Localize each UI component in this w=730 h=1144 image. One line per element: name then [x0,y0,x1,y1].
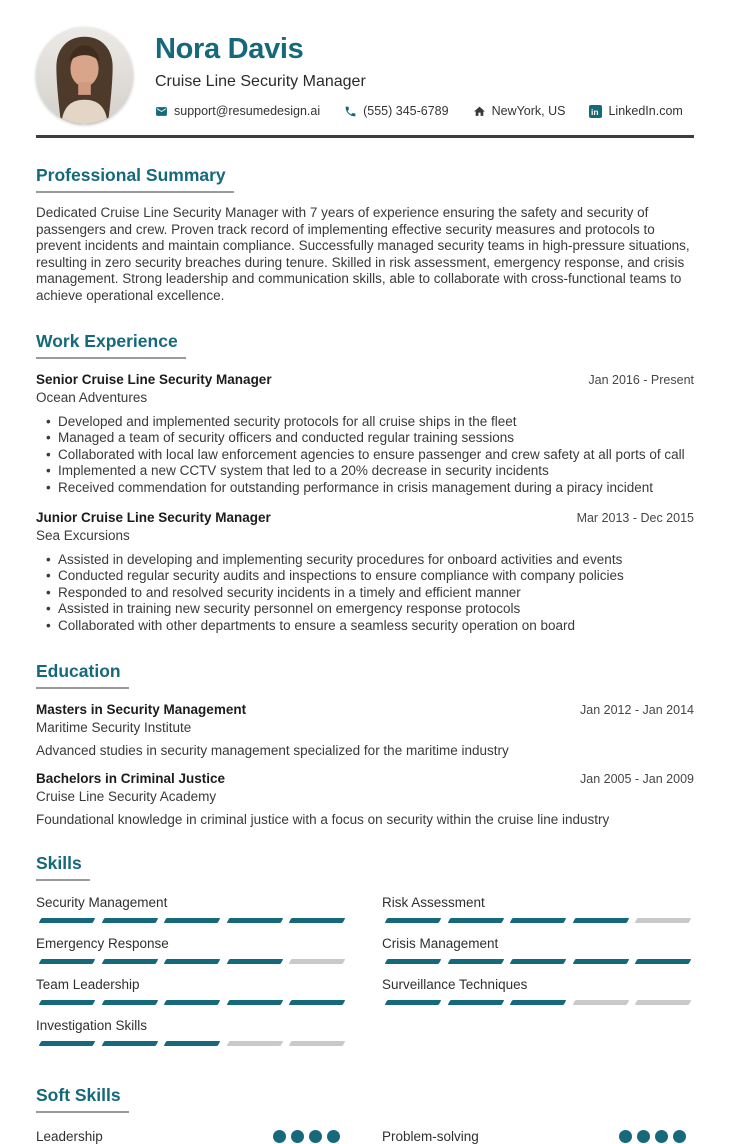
skill-item [382,895,694,923]
skill-bar-segment [572,959,628,964]
header-text [155,27,694,118]
skill-bar-segment [226,1041,282,1046]
skill-label: Surveillance Techniques [382,976,528,992]
job-bullet: • Assisted in developing and implementing security procedures for onboard activities and events [36,552,694,569]
skill-bar [36,1000,348,1005]
job-bullet: • Received commendation for outstanding performance in crisis management during a piracy incident [36,480,694,497]
skill-bar-segment [39,1000,95,1005]
skill-label: Security Management [36,894,168,910]
job-title: Senior Cruise Line Security Manager [36,371,272,387]
skill-bar-segment [164,918,220,923]
skill-bar-segment [101,918,157,923]
skill-item [36,1018,348,1046]
rating-dot [327,1130,340,1143]
job-bullet: • Managed a team of security officers and conducted regular training sessions [36,430,694,447]
skill-item [36,895,348,923]
skill-bar-segment [289,1000,345,1005]
rating-dot [291,1130,304,1143]
section-work-experience [36,331,694,635]
rating-dot [619,1130,632,1143]
section-skills [36,853,694,1059]
skill-bar [36,918,348,923]
skill-item [36,936,348,964]
skill-bar [382,959,694,964]
education-description: Foundational knowledge in criminal justice with a focus on security within the cruise line industry [36,811,610,827]
job-bullet: • Developed and implemented security protocols for all cruise ships in the fleet [36,414,694,431]
skill-bar-segment [289,918,345,923]
contact-text: (555) 345-6789 [363,104,449,118]
job-dates: Mar 2013 - Dec 2015 [576,510,694,525]
section-heading-education: Education [36,661,129,689]
rating-dot [673,1130,686,1143]
contact-text: support@resumedesign.ai [174,104,321,118]
skill-bar-segment [39,959,95,964]
job-bullet: • Collaborated with local law enforcement agencies to ensure passenger and crew safety at all ports of call [36,447,694,464]
summary-text: Dedicated Cruise Line Security Manager with 7 years of experience ensuring the safety and security of passengers and crew. Proven track record of implementing effective security measures and protocols to prevent incidents and maintain compliance. Successfully managed security teams in high-pressure situations, resulting in zero security breaches during tenure. Skilled in risk assessment, emergency response, and crisis management. Strong leadership and communication skills, able to collaborate with cross-functional teams to achieve operational excellence. [36,205,690,303]
skill-bar-segment [164,959,220,964]
contact-item[interactable] [155,104,320,118]
skill-bar [382,1000,694,1005]
resume-header [0,0,730,118]
skill-bar-segment [39,918,95,923]
person-name: Nora Davis [155,33,304,65]
job-entry [36,372,694,497]
profile-photo [36,27,133,124]
job-bullet: • Collaborated with other departments to ensure a seamless security operation on board [36,618,694,635]
soft-skill-label: Leadership [36,1128,103,1144]
job-bullet: • Conducted regular security audits and inspections to ensure compliance with company policies [36,568,694,585]
job-title-subtitle: Cruise Line Security Manager [155,73,366,90]
job-company: Sea Excursions [36,527,130,543]
contact-text: LinkedIn.com [608,104,683,118]
skill-bar-segment [226,1000,282,1005]
section-professional-summary [36,165,694,305]
skills-grid [36,895,694,1059]
job-bullets [36,552,694,635]
education-description: Advanced studies in security management specialized for the maritime industry [36,742,509,758]
skill-bar-segment [635,918,691,923]
soft-skills-grid [36,1129,694,1144]
svg-text:in: in [591,106,600,117]
skill-bar-segment [385,1000,441,1005]
linkedin-icon [589,105,602,118]
skill-bar-segment [289,959,345,964]
job-list [36,372,694,635]
job-bullet: • Assisted in training new security personnel on emergency response protocols [36,601,694,618]
section-education [36,661,694,827]
soft-skill-item [36,1129,348,1144]
skill-label: Risk Assessment [382,894,485,910]
rating-dot [309,1130,322,1143]
skill-bar-segment [447,1000,503,1005]
skill-bar-segment [385,959,441,964]
rating-dot [655,1130,668,1143]
skill-bar-segment [635,959,691,964]
contact-row [155,104,694,118]
job-title: Junior Cruise Line Security Manager [36,509,271,525]
skill-bar-segment [101,1000,157,1005]
skill-bar-segment [101,959,157,964]
skill-bar-segment [289,1041,345,1046]
skill-label: Emergency Response [36,935,169,951]
education-entry [36,771,694,827]
soft-skill-item [382,1129,694,1144]
skill-bar-segment [385,918,441,923]
skill-item [382,936,694,964]
section-heading-summary: Professional Summary [36,165,234,193]
skill-bar-segment [510,918,566,923]
section-heading-skills: Skills [36,853,90,881]
contact-text: NewYork, US [491,104,566,118]
skill-bar [36,959,348,964]
skill-bar-segment [164,1041,220,1046]
soft-skill-label: Problem-solving [382,1128,479,1144]
degree: Bachelors in Criminal Justice [36,770,226,786]
skill-item [36,977,348,1005]
header-divider [36,135,694,138]
contact-item[interactable] [589,104,682,118]
home-icon [473,105,486,118]
school: Cruise Line Security Academy [36,788,217,804]
rating-dot [273,1130,286,1143]
job-bullets [36,414,694,497]
skill-label: Investigation Skills [36,1017,148,1033]
job-company: Ocean Adventures [36,389,148,405]
section-heading-soft-skills: Soft Skills [36,1085,129,1113]
skill-bar-segment [447,918,503,923]
skill-bar [382,918,694,923]
contact-item[interactable] [344,104,448,118]
skill-bar-segment [572,918,628,923]
envelope-icon [155,105,168,118]
education-list [36,702,694,827]
skill-item [382,977,694,1005]
education-entry [36,702,694,758]
job-bullet: • Implemented a new CCTV system that led to a 20% decrease in security incidents [36,463,694,480]
soft-skill-dots [273,1130,340,1143]
degree: Masters in Security Management [36,701,247,717]
skill-bar-segment [510,959,566,964]
soft-skill-dots [619,1130,686,1143]
job-entry [36,510,694,635]
skill-label: Crisis Management [382,935,499,951]
skill-bar-segment [447,959,503,964]
job-bullet: • Responded to and resolved security incidents in a timely and efficient manner [36,585,694,602]
education-dates: Jan 2005 - Jan 2009 [580,771,694,786]
skill-bar-segment [39,1041,95,1046]
avatar [36,27,133,124]
skill-bar-segment [101,1041,157,1046]
skill-bar-segment [635,1000,691,1005]
skill-bar-segment [226,959,282,964]
skill-label: Team Leadership [36,976,140,992]
job-dates: Jan 2016 - Present [588,372,694,387]
skill-bar [36,1041,348,1046]
contact-item[interactable] [473,104,566,118]
skill-bar-segment [164,1000,220,1005]
resume-body [0,165,730,1144]
school: Maritime Security Institute [36,719,192,735]
education-dates: Jan 2012 - Jan 2014 [580,702,694,717]
section-heading-experience: Work Experience [36,331,186,359]
skill-bar-segment [226,918,282,923]
rating-dot [637,1130,650,1143]
skill-bar-segment [572,1000,628,1005]
section-soft-skills [36,1085,694,1144]
skill-bar-segment [510,1000,566,1005]
phone-icon [344,105,357,118]
